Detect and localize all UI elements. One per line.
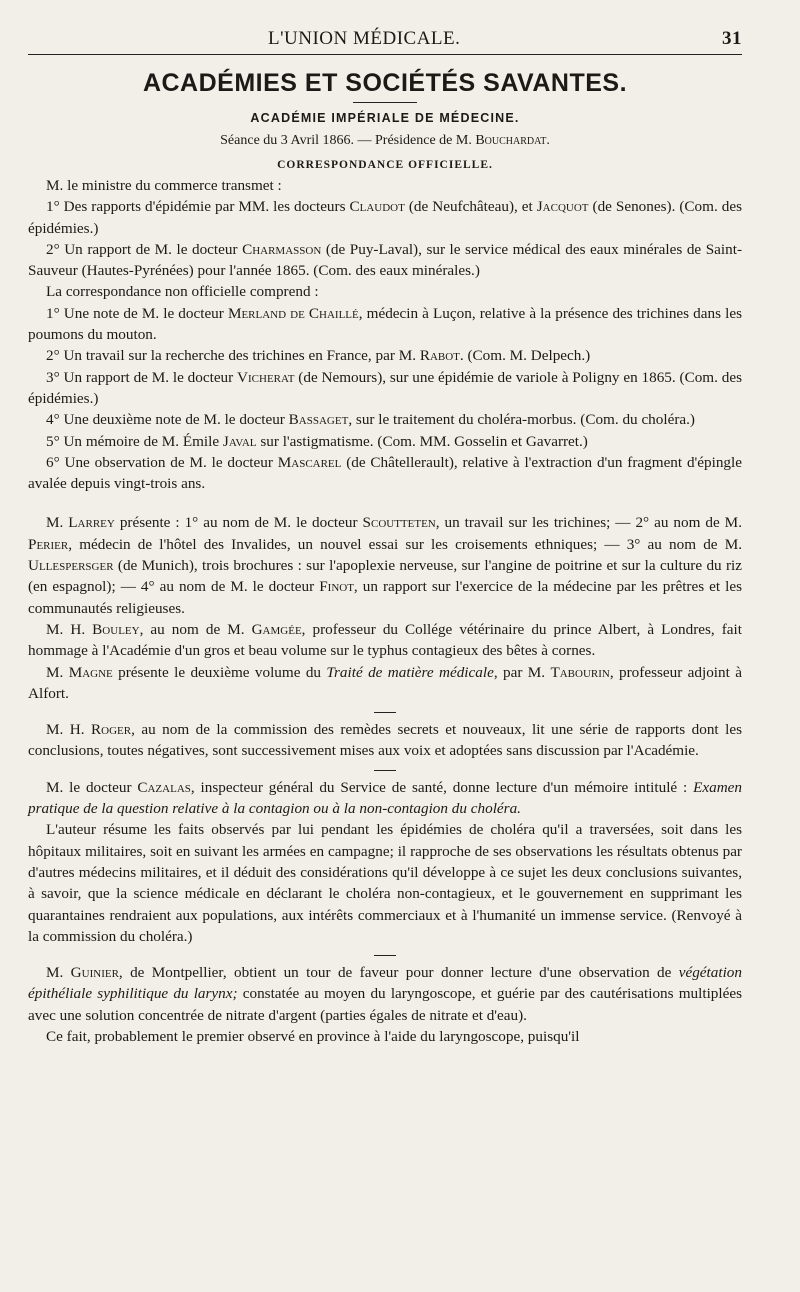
paragraph: 1° Une note de M. le docteur Merland de Chaillé, médecin à Luçon, relative à la présence des trichines dans les poumons du mouton. [28,304,742,344]
person-name: Mascarel [277,453,342,471]
section-divider [374,712,396,713]
person-name: Roger [91,721,132,739]
person-name: Magne [68,663,113,681]
correspondence-heading: CORRESPONDANCE OFFICIELLE. [277,159,493,171]
seance-line [28,133,742,149]
person-name: Tabourin [550,663,610,681]
paragraph: 2° Un travail sur la recherche des trichines en France, par M. Rabot. (Com. M. Delpech.) [46,347,591,365]
person-name: Gamgée [251,620,302,638]
person-name: Ullespersger [28,557,114,575]
paragraph: M. Guinier, de Montpellier, obtient un tour de faveur pour donner lecture d'une observation de végétation épithéliale syphilitique du larynx; constatée au moyen du laryngoscope, et guérie par des cautérisations multiplées avec une solution concentrée de nitrate d'argent (parties égales de nitrate et d'eau). [28,964,742,1024]
person-name: Cazalas [137,778,191,796]
paragraph: La correspondance non officielle comprend : [46,283,319,301]
memoir-title: Examen pratique de la question relative à la contagion ou à la non-contagion du choléra. [28,778,742,818]
title-rule [353,102,417,103]
paragraph: 5° Un mémoire de M. Émile Javal sur l'astigmatisme. (Com. MM. Gosselin et Gavarret.) [46,432,588,450]
person-name: Finot [319,578,354,596]
president-name: Bouchardat. [475,133,550,148]
person-name: Merland de Chaillé [227,304,359,322]
paragraph: 6° Une observation de M. le docteur Mascarel (de Châtellerault), relative à l'extraction d'un fragment d'épingle avalée depuis vingt-trois ans. [28,453,742,493]
person-name: Bouley [92,620,140,638]
paragraph: 3° Un rapport de M. le docteur Vicherat (de Nemours), sur une épidémie de variole à Poligny en 1865. (Com. des épidémies.) [28,368,742,407]
page-number: 31 [722,28,742,49]
person-name: Rabot [419,347,460,365]
person-name: Bassaget [288,411,349,429]
person-name: Javal [222,432,257,450]
paragraph: M. le ministre du commerce transmet : [46,177,282,194]
paragraph: L'auteur résume les faits observés par lui pendant les épidémies de choléra qu'il a traversées, soit dans les hôpitaux militaires, soit en suivant les armées en campagne; il rapproche de ses observations les résultats obtenus par d'autres médecins militaires, et il déduit des considérations qu'il développe à ce sujet les deux conclusions suivantes, à savoir, que la science médicale en déclarant le choléra non-contagieux, et le gouvernement en supprimant les quarantaines rendraient aux populations, aux intérêts commerciaux et à l'humanité un immense service. (Renvoyé à la commission du choléra.) [28,821,742,945]
person-name: Charmasson [242,240,322,258]
seance-text: Séance du 3 Avril 1866. — Présidence de M. [220,133,476,148]
running-title: L'UNION MÉDICALE. [268,28,461,49]
observation-title: végétation épithéliale syphilitique du larynx; [28,964,742,1003]
section-title: ACADÉMIES ET SOCIÉTÉS SAVANTES. [142,69,628,97]
person-name: Scoutteten [362,514,436,532]
academy-heading: ACADÉMIE IMPÉRIALE DE MÉDECINE. [250,111,520,125]
book-title: Traité de matière médicale [326,663,494,681]
person-name: Claudot [349,198,405,216]
paragraph: M. H. Bouley, au nom de M. Gamgée, professeur du Collége vétérinaire du prince Albert, à Londres, fait hommage à l'Académie d'un gros et beau volume sur le typhus contagieux des bêtes à cornes. [28,620,742,660]
person-name: Perier [28,535,69,553]
paragraph: 4° Une deuxième note de M. le docteur Bassaget, sur le traitement du choléra-morbus. (Com. du choléra.) [46,411,695,429]
paragraph: M. H. Roger, au nom de la commission des remèdes secrets et nouveaux, lit une série de rapports dont les conclusions, toutes négatives, sont successivement mises aux voix et adoptées sans discussion par l'Académie. [28,721,742,760]
paragraph: M. Larrey présente : 1° au nom de M. le docteur Scoutteten, un travail sur les trichines; — 2° au nom de M. Perier, médecin de l'hôtel des Invalides, un nouvel essai sur les croisements ethniques; — 3° au nom de M. Ullespersger (de Munich), trois brochures : sur l'apoplexie nerveuse, sur l'angine de poitrine et sur la culture du riz (en espagnol); — 4° au nom de M. le docteur Finot, un rapport sur l'exercice de la médecine par les prêtres et les communautés religieuses. [28,514,742,617]
person-name: Guinier [70,964,119,982]
person-name: Larrey [68,514,115,532]
section-divider [374,770,396,771]
person-name: Jacquot [536,198,589,216]
paragraph: Ce fait, probablement le premier observé en province à l'aide du laryngoscope, puisqu'il [46,1027,580,1045]
paragraph: 1° Des rapports d'épidémie par MM. les docteurs Claudot (de Neufchâteau), et Jacquot (de Senones). (Com. des épidémies.) [28,198,742,237]
paragraph: M. Magne présente le deuxième volume du Traité de matière médicale, par M. Tabourin, professeur adjoint à Alfort. [28,663,742,702]
paragraph: M. le docteur Cazalas, inspecteur général du Service de santé, donne lecture d'un mémoire intitulé : Examen pratique de la question relative à la contagion ou à la non-contagion du choléra. [28,778,742,818]
running-head [28,28,742,55]
person-name: Vicherat [237,368,295,386]
paragraph: 2° Un rapport de M. le docteur Charmasson (de Puy-Laval), sur le service médical des eaux minérales de Saint-Sauveur (Hautes-Pyrénées) pour l'année 1865. (Com. des eaux minérales.) [28,240,742,280]
section-divider [374,955,396,956]
article-body [28,175,742,1047]
